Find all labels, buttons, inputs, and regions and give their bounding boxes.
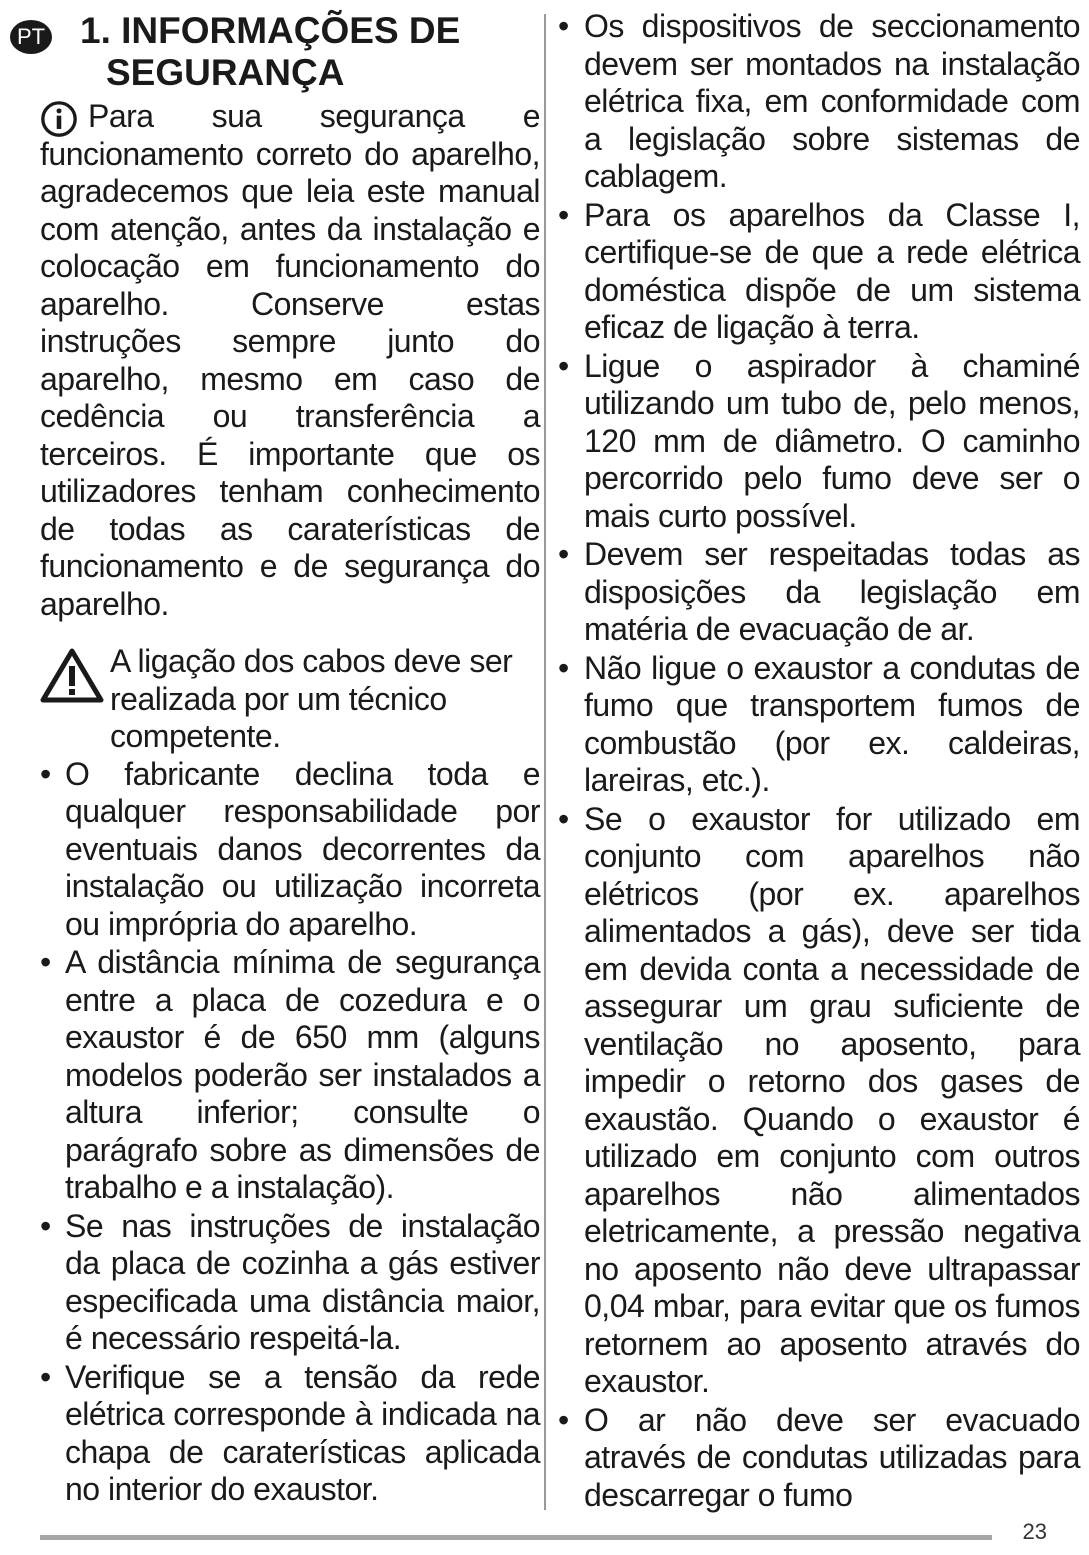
right-column xyxy=(558,8,1080,1515)
warning-text: A ligação dos cabos deve ser realizada por um técnico competente. xyxy=(110,643,513,754)
left-bullet-list xyxy=(40,756,540,1509)
info-icon xyxy=(40,100,78,138)
title-line-1: 1. INFORMAÇÕES DE xyxy=(80,10,461,51)
list-item: • Os dispositivos de seccionamento devem ser montados na instalação elétrica fixa, em conformidade com a legislação sobre sistemas de cablagem. xyxy=(558,8,1080,196)
left-column xyxy=(16,8,540,1510)
list-item: • Ligue o aspirador à chaminé utilizando um tubo de, pelo menos, 120 mm de diâmetro. O caminho percorrido pelo fumo deve ser o mais curto possível. xyxy=(558,348,1080,536)
list-item: • Para os aparelhos da Classe I, certifique-se de que a rede elétrica doméstica dispõe de um sistema eficaz de ligação à terra. xyxy=(558,197,1080,347)
language-badge: PT xyxy=(10,20,52,54)
intro-text: Para sua segurança e funcionamento correto do aparelho, agradecemos que leia este manual com atenção, antes da instalação e colocação em funcionamento do aparelho. Conserve estas instruções sempre junto do aparelho, mesmo em caso de cedência ou transferência a terceiros. É importante que os utilizadores tenham conhecimento de todas as caraterísticas de funcionamento e de segurança do aparelho. xyxy=(40,98,540,622)
list-item: • Se o exaustor for utilizado em conjunto com aparelhos não elétricos (por ex. aparelhos alimentados a gás), deve ser tida em devida conta a necessidade de assegurar um grau suficiente de ventilação no aposento, para impedir o retorno dos gases de exaustão. Quando o exaustor é utilizado em conjunto com outros aparelhos não alimentados eletricamente, a pressão negativa no aposento não deve ultrapassar 0,04 mbar, para evitar que os fumos retornem ao aposento através do exaustor. xyxy=(558,801,1080,1401)
list-item: • Se nas instruções de instalação da placa de cozinha a gás estiver especificada uma distância maior, é necessário respeitá-la. xyxy=(40,1208,540,1358)
list-item: • Não ligue o exaustor a condutas de fumo que transportem fumos de combustão (por ex. caldeiras, lareiras, etc.). xyxy=(558,650,1080,800)
intro-block xyxy=(40,98,540,623)
title-line-2: SEGURANÇA xyxy=(106,52,345,93)
list-item: • Verifique se a tensão da rede elétrica corresponde à indicada na chapa de caraterísticas aplicada no interior do exaustor. xyxy=(40,1359,540,1509)
bottom-rule xyxy=(40,1535,992,1540)
section-header xyxy=(16,8,540,98)
list-item: • O fabricante declina toda e qualquer responsabilidade por eventuais danos decorrentes da instalação ou utilização incorreta ou imprópria do aparelho. xyxy=(40,756,540,944)
list-item: • O ar não deve ser evacuado através de condutas utilizadas para descarregar o fumo xyxy=(558,1402,1080,1515)
list-item: • A distância mínima de segurança entre a placa de cozedura e o exaustor é de 650 mm (alguns modelos poderão ser instalados a altura inferior; consulte o parágrafo sobre as dimensões de trabalho e a instalação). xyxy=(40,944,540,1207)
list-item: • Devem ser respeitadas todas as disposições da legislação em matéria de evacuação de ar. xyxy=(558,536,1080,649)
warning-triangle-icon xyxy=(40,647,104,703)
section-title xyxy=(80,10,460,94)
right-bullet-list xyxy=(558,8,1080,1514)
column-divider xyxy=(544,14,546,1510)
warning-block xyxy=(40,643,540,756)
page-number: 23 xyxy=(1022,1519,1047,1544)
